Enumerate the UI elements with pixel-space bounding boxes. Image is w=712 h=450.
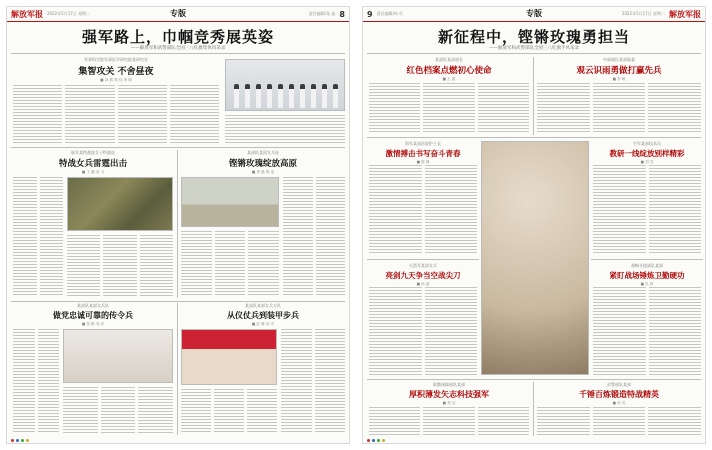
article-body — [181, 389, 277, 433]
article-3 — [369, 141, 477, 167]
newspaper-logo: 解放军报 — [11, 8, 43, 19]
article-body — [369, 83, 529, 133]
article-1 — [369, 57, 529, 84]
article-byline: ■ 李 敏 — [612, 77, 626, 81]
article-kicker: 联勤保障部队某部 — [433, 382, 465, 387]
article-body — [369, 287, 477, 375]
article-headline: 铿锵玫瑰绽放高原 — [228, 159, 297, 169]
page-subheadline: ——解放军和武警部队全国三八红旗集体风采录 — [130, 46, 226, 51]
article-body — [13, 329, 59, 433]
article-headline: 激情搏击书写奋斗青春 — [385, 149, 461, 158]
divider — [533, 382, 534, 436]
divider — [367, 259, 479, 260]
article-byline: ■ 何 英 — [612, 401, 626, 405]
editor-credit: 责任编辑/周 红 — [376, 11, 404, 16]
article-headline: 紧盯战场锤炼卫勤硬功 — [609, 271, 685, 280]
divider — [533, 57, 534, 135]
article-byline: ■ 赵 琳 孙 杰 — [251, 322, 275, 326]
article-4 — [593, 141, 701, 167]
article-headline: 观云识雨勇做打赢先兵 — [576, 66, 662, 76]
divider — [177, 150, 178, 298]
divider — [591, 259, 703, 260]
page-number: 8 — [339, 9, 345, 19]
article-body — [225, 115, 345, 143]
masthead-left — [7, 7, 349, 22]
section-label: 专版 — [170, 8, 186, 18]
divider — [367, 137, 701, 138]
article-headline: 亮剑九天争当空战尖刀 — [385, 271, 461, 280]
article-headline: 厚积薄发矢志科技强军 — [409, 389, 489, 399]
article-5 — [369, 263, 477, 289]
article-body — [283, 177, 345, 297]
training-photo — [67, 177, 173, 231]
divider — [177, 303, 178, 435]
article-byline: ■ 李 磊 陈 浩 — [251, 170, 275, 174]
article-byline: ■ 张 帆 刘 洋 — [81, 322, 105, 326]
office-photo — [63, 329, 173, 383]
page-footer — [363, 438, 705, 443]
article-kicker: 武警部队某部 — [607, 382, 631, 387]
article-kicker: 空军某部技术员 — [633, 141, 661, 146]
issue-date: 2022年5月17日 星期二 — [621, 11, 665, 16]
divider — [11, 147, 345, 148]
issue-date: 2022年5月17日 星期二 — [47, 11, 91, 16]
divider — [11, 53, 345, 54]
divider — [367, 53, 701, 54]
page-subheadline: ——解放军和武警部队全国三八红旗手风采录 — [489, 46, 579, 51]
article-2 — [13, 150, 173, 177]
article-4 — [13, 303, 173, 329]
article-kicker: 某部队某部女兵方队 — [245, 303, 281, 308]
article-body — [181, 231, 279, 297]
article-headline: 红色档案点燃初心使命 — [406, 66, 492, 76]
article-7 — [369, 382, 529, 408]
article-kicker: 某部队某团女兵连 — [247, 150, 279, 155]
page-footer — [7, 438, 349, 443]
article-body — [67, 235, 173, 297]
article-kicker: 战略支援部队某部 — [631, 263, 663, 268]
article-kicker: 海军某部医院护士长 — [405, 141, 441, 146]
group-photo — [225, 59, 345, 111]
article-body — [281, 329, 345, 433]
article-3 — [181, 150, 345, 177]
range-photo — [181, 177, 279, 227]
article-byline: ■ 孙 丽 — [416, 282, 430, 286]
article-byline: ■ 王 霞 — [442, 77, 456, 81]
article-headline: 教研一线绽放别样精彩 — [609, 149, 685, 158]
article-body — [593, 287, 701, 375]
article-8 — [537, 382, 701, 408]
article-headline: 集智攻关 不舍昼夜 — [78, 67, 154, 77]
article-byline: ■ 陈 静 — [416, 160, 430, 164]
page-headline: 强军路上，巾帼竞秀展英姿 — [81, 28, 274, 46]
article-body — [63, 387, 173, 433]
article-byline: ■ 刘 芳 — [640, 160, 654, 164]
article-kicker: 陆军某特战旅女子特战连 — [71, 150, 115, 155]
article-6 — [593, 263, 701, 289]
article-kicker: 某部队某部女兵队 — [77, 303, 109, 308]
editor-credit: 责任编辑/张 晶 — [308, 11, 336, 16]
article-headline: 特战女兵雷霆出击 — [58, 159, 127, 169]
article-5 — [181, 303, 345, 329]
article-body — [369, 407, 529, 435]
article-byline: ■ 郑 洁 — [442, 401, 456, 405]
article-body — [13, 177, 63, 297]
page-number: 9 — [367, 9, 373, 19]
article-2 — [537, 57, 701, 84]
article-body — [537, 407, 701, 435]
article-byline: ■ 王 鹏 高 飞 — [81, 170, 105, 174]
article-kicker: 中部战区某部政委 — [603, 57, 635, 62]
parade-photo — [181, 329, 277, 385]
article-body — [13, 85, 219, 143]
article-1 — [13, 57, 219, 85]
divider — [11, 301, 345, 302]
article-headline: 从仪仗兵到装甲步兵 — [227, 310, 299, 320]
article-byline: ■ 刘 倩 郑 伟 李 明 — [100, 78, 132, 82]
divider — [367, 379, 701, 380]
article-byline: ■ 吴 婷 — [640, 282, 654, 286]
article-kicker: 火箭军某部女兵 — [409, 263, 437, 268]
article-body — [593, 165, 701, 255]
feature-collage-photo — [481, 141, 589, 375]
section-label: 专版 — [526, 8, 542, 18]
newspaper-logo: 解放军报 — [669, 8, 701, 19]
article-headline: 千锤百炼锻造特战精英 — [579, 389, 659, 399]
masthead-right — [363, 7, 705, 22]
article-kicker: 某部队某部部长 — [435, 57, 463, 62]
article-body — [537, 83, 701, 133]
article-body — [369, 165, 477, 255]
newspaper-page-left — [6, 6, 350, 444]
page-headline: 新征程中，铿锵玫瑰勇担当 — [437, 28, 630, 46]
article-kicker: 军事科学院军事医学研究院某研究室 — [84, 57, 148, 62]
newspaper-page-right — [362, 6, 706, 444]
article-headline: 做党忠诚可靠的传令兵 — [53, 310, 133, 320]
